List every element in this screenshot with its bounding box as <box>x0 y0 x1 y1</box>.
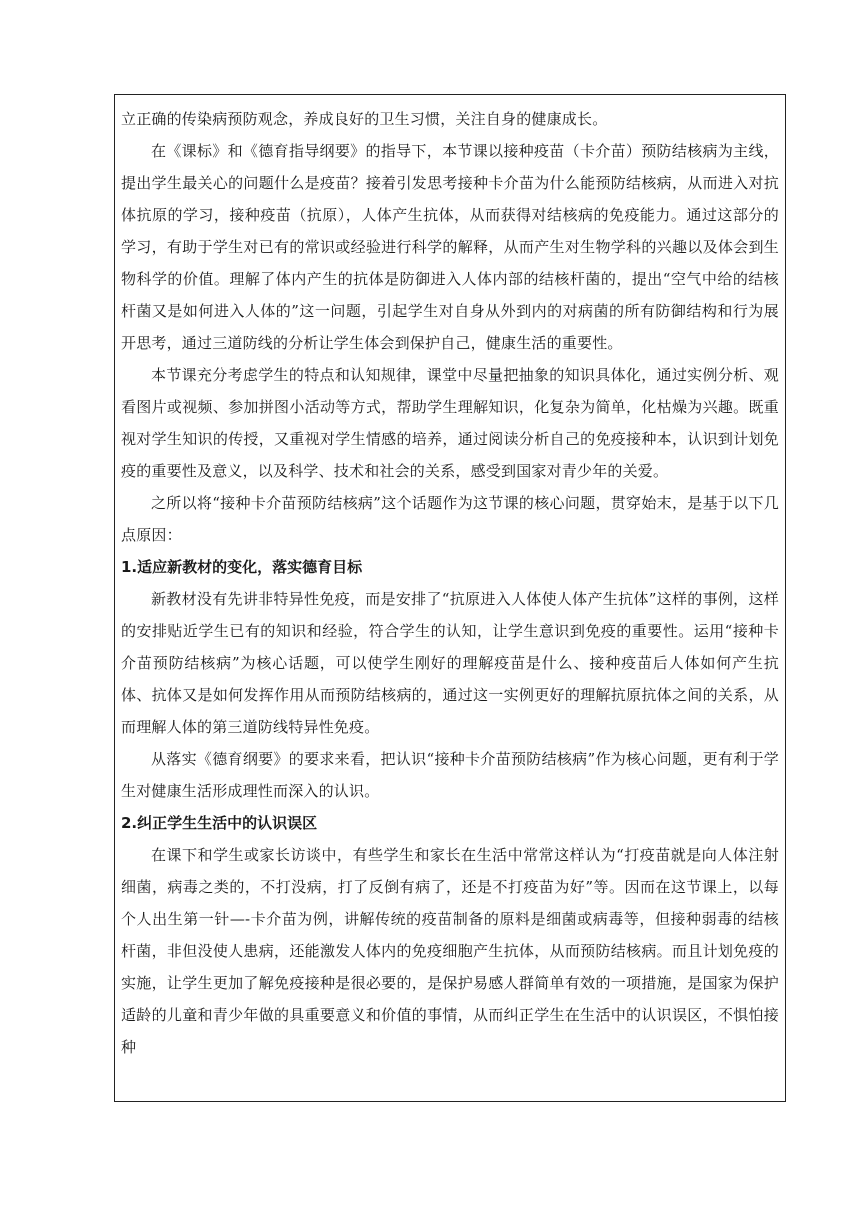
paragraph-1: 立正确的传染病预防观念，养成良好的卫生习惯，关注自身的健康成长。 <box>121 110 608 128</box>
paragraph-4: 之所以将“接种卡介苗预防结核病”这个话题作为这节课的核心问题，贯穿始末，是基于以下几点原因： <box>121 494 779 544</box>
paragraph-2: 在《课标》和《德育指导纲要》的指导下，本节课以接种疫苗（卡介苗）预防结核病为主线，提出学生最关心的问题什么是疫苗？接着引发思考接种卡介苗为什么能预防结核病，从而进入对抗体抗原的学习，接种疫苗（抗原），人体产生抗体，从而获得对结核病的免疫能力。通过这部分的学习，有助于学生对已有的常识或经验进行科学的解释，从而产生对生物学科的兴趣以及体会到生物科学的价值。理解了体内产生的抗体是防御进入人体内部的结核杆菌的，提出“空气中给的结核杆菌又是如何进入人体的”这一问题，引起学生对自身从外到内的对病菌的所有防御结构和行为展开思考，通过三道防线的分析让学生体会到保护自己，健康生活的重要性。 <box>121 142 779 352</box>
section-heading-2: 2.纠正学生生活中的认识误区 <box>121 814 318 832</box>
paragraph-6: 从落实《德育纲要》的要求来看，把认识“接种卡介苗预防结核病”作为核心问题，更有利于学生对健康生活形成理性而深入的认识。 <box>121 750 779 800</box>
paragraph-5: 新教材没有先讲非特异性免疫，而是安排了“抗原进入人体使人体产生抗体”这样的事例，这样的安排贴近学生已有的知识和经验，符合学生的认知，让学生意识到免疫的重要性。运用“接种卡介苗预防结核病”为核心话题，可以使学生刚好的理解疫苗是什么、接种疫苗后人体如何产生抗体、抗体又是如何发挥作用从而预防结核病的，通过这一实例更好的理解抗原抗体之间的关系，从而理解人体的第三道防线特异性免疫。 <box>121 590 779 736</box>
paragraph-7: 在课下和学生或家长访谈中，有些学生和家长在生活中常常这样认为“打疫苗就是向人体注射细菌，病毒之类的，不打没病，打了反倒有病了，还是不打疫苗为好”等。因而在这节课上，以每个人出生第一针—-卡介苗为例，讲解传统的疫苗制备的原料是细菌或病毒等，但接种弱毒的结核杆菌，非但没使人患病，还能激发人体内的免疫细胞产生抗体，从而预防结核病。而且计划免疫的实施，让学生更加了解免疫接种是很必要的，是保护易感人群简单有效的一项措施，是国家为保护适龄的儿童和青少年做的具重要意义和价值的事情，从而纠正学生在生活中的认识误区，不惧怕接种 <box>121 846 779 1056</box>
section-heading-1: 1.适应新教材的变化，落实德育目标 <box>121 558 363 576</box>
paragraph-3: 本节课充分考虑学生的特点和认知规律，课堂中尽量把抽象的知识具体化，通过实例分析、观看图片或视频、参加拼图小活动等方式，帮助学生理解知识，化复杂为简单，化枯燥为兴趣。既重视对学生知识的传授，又重视对学生情感的培养，通过阅读分析自己的免疫接种本，认识到计划免疫的重要性及意义，以及科学、技术和社会的关系，感受到国家对青少年的关爱。 <box>121 366 779 480</box>
document-table-cell <box>114 94 786 1102</box>
